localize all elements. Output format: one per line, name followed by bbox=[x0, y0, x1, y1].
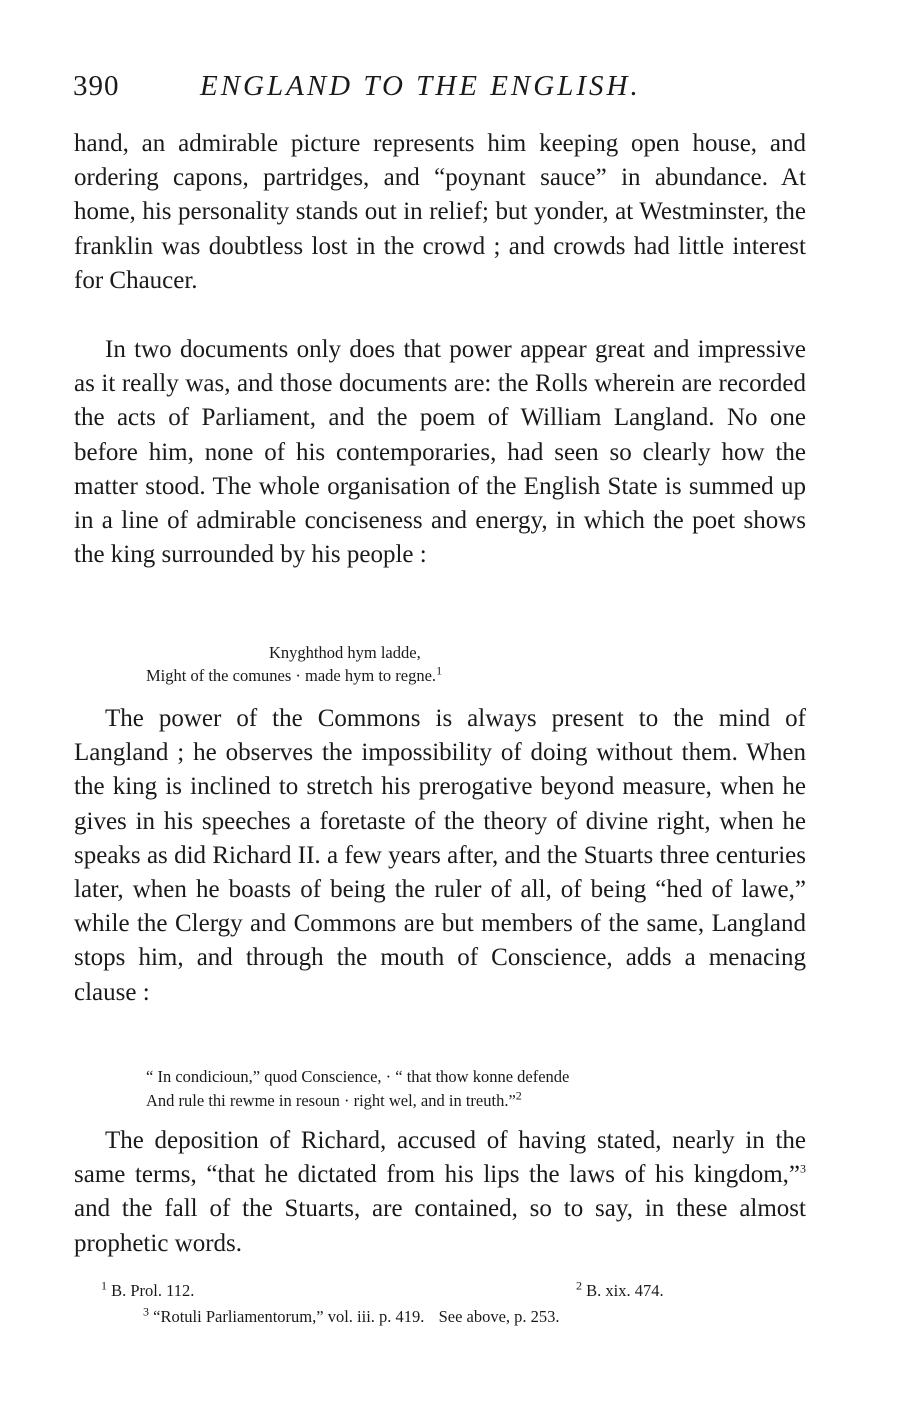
footnote-2-mark: 2 bbox=[576, 1278, 582, 1293]
footnote-1-text: B. Prol. 112. bbox=[111, 1281, 195, 1300]
paragraph-deposition-text: The deposition of Richard, accused of having stated, nearly in the same terms, “that he dictated from his lips the laws of his kingdom,” bbox=[74, 1127, 806, 1189]
verse-quote-2-line-1-text: “ In condicioun,” quod Conscience, · “ that thow konne defende bbox=[146, 1067, 570, 1086]
verse-quote-2-line-2 bbox=[146, 1089, 522, 1113]
footnote-3-text: “Rotuli Parliamentorum,” vol. iii. p. 419. bbox=[153, 1307, 425, 1326]
verse-quote-1-line-1 bbox=[269, 641, 421, 665]
footnote-1-mark: 1 bbox=[101, 1278, 107, 1293]
verse-quote-2-line-2-text: And rule thi rewme in resoun · right wel, and in treuth.” bbox=[146, 1091, 516, 1110]
verse-quote-1-line-2 bbox=[146, 664, 442, 688]
footnote-1 bbox=[101, 1279, 194, 1303]
footnote-ref-3: 3 bbox=[800, 1161, 806, 1176]
verse-quote-1-line-1-text: Knyghthod hym ladde, bbox=[269, 643, 421, 662]
paragraph-deposition-end: and the fall of the Stuarts, are contained, so to say, in these almost prophetic words. bbox=[74, 1195, 806, 1257]
footnote-ref-1: 1 bbox=[436, 663, 443, 678]
paragraph-documents: In two documents only does that power appear great and impressive as it really was, and those documents are: the Rolls wherein are recorded the acts of Parliament, and the poem of William Langland. No one before him, none of his contemporaries, had seen so clearly how the matter stood. The whole organisation of the English State is summed up in a line of admirable conciseness and energy, in which the poet shows the king surrounded by his people : bbox=[74, 336, 806, 569]
paragraph-commons: The power of the Commons is always present to the mind of Langland ; he observes the impossibility of doing without them. When the king is inclined to stretch his prerogative beyond measure, when he gives in his speeches a foretaste of the theory of divine right, when he speaks as did Richard II. a few years after, and the Stuarts three centuries later, when he boasts of being the ruler of all, of being “hed of lawe,” while the Clergy and Commons are but members of the same, Langland stops him, and through the mouth of Conscience, adds a menacing clause : bbox=[74, 705, 806, 1006]
footnote-3 bbox=[143, 1305, 560, 1329]
running-head bbox=[73, 70, 813, 110]
paragraph-deposition bbox=[74, 1124, 806, 1261]
running-title: ENGLAND TO THE ENGLISH. bbox=[200, 70, 641, 102]
verse-quote-1-line-2-text: Might of the comunes · made hym to regne. bbox=[146, 666, 437, 685]
footnote-2-text: B. xix. 474. bbox=[586, 1281, 664, 1300]
paragraph-franklin: hand, an admirable picture represents him keeping open house, and ordering capons, partridges, and “poynant sauce” in abundance. At home, his personality stands out in relief; but yonder, at Westminster, the franklin was doubtless lost in the crowd ; and crowds had little interest for Chaucer. bbox=[74, 130, 806, 294]
footnote-3-see-above: See above, p. 253. bbox=[438, 1307, 560, 1326]
verse-quote-2-line-1 bbox=[146, 1065, 569, 1089]
footnote-3-mark: 3 bbox=[143, 1304, 149, 1319]
footnote-2 bbox=[576, 1279, 664, 1303]
footnote-ref-2: 2 bbox=[515, 1088, 522, 1103]
page-number: 390 bbox=[73, 70, 120, 102]
